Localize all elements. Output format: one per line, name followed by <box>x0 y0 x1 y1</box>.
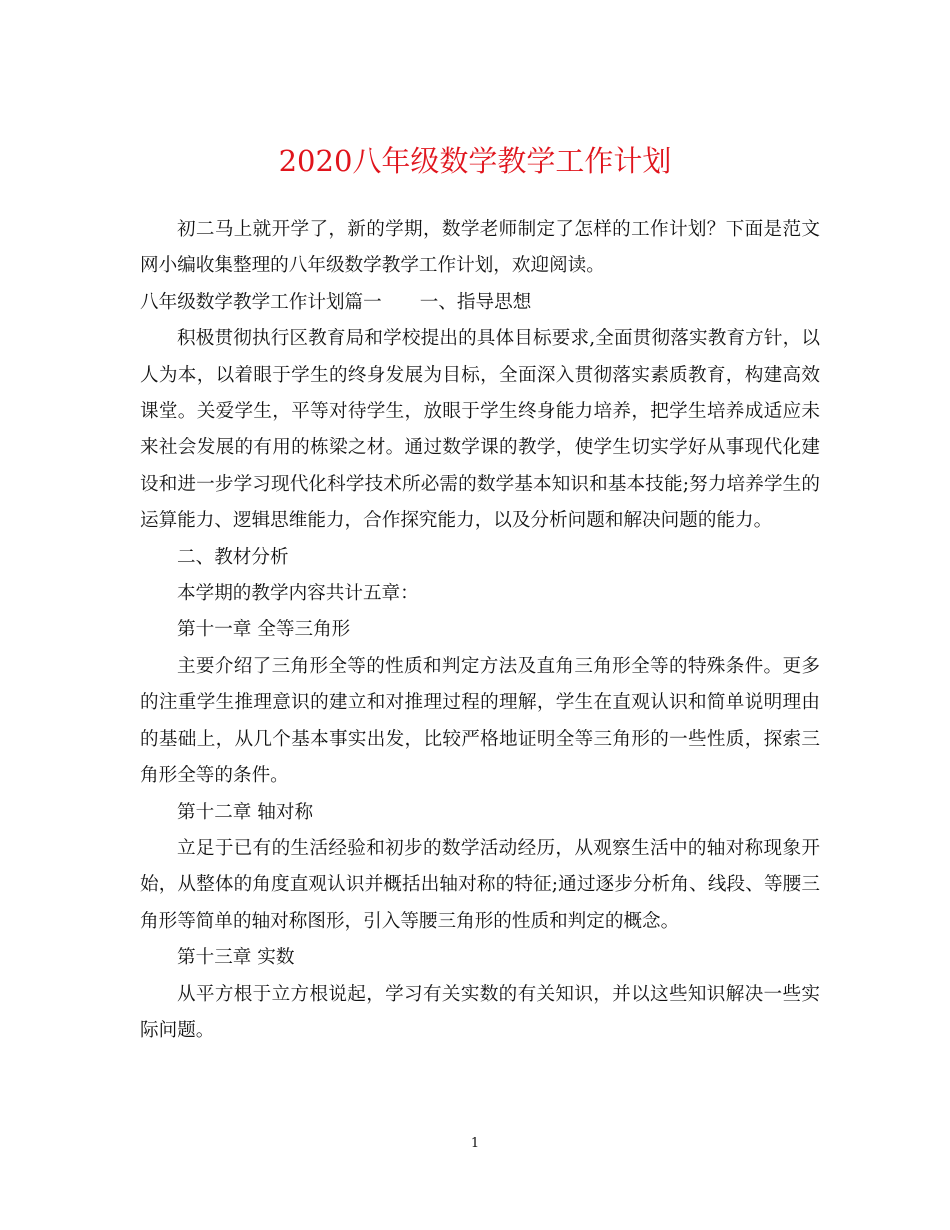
textbook-analysis-heading: 二、教材分析 <box>177 546 289 568</box>
chapter-12-heading: 第十二章 轴对称 <box>177 801 314 823</box>
section-heading-line <box>140 285 820 321</box>
chapter-12-paragraph: 立足于已有的生活经验和初步的数学活动经历，从观察生活中的轴对称现象开始，从整体的角度直观认识并概括出轴对称的特征;通过逐步分析角、线段、等腰三角形等简单的轴对称图形，引入等腰三角形的性质和判定的概念。 <box>140 837 820 932</box>
chapter-13-paragraph: 从平方根于立方根说起，学习有关实数的有关知识，并以这些知识解决一些实际问题。 <box>140 983 820 1041</box>
part-label: 八年级数学教学工作计划篇一 <box>140 291 382 313</box>
page-number: 1 <box>470 1136 480 1151</box>
content-summary-paragraph: 本学期的教学内容共计五章： <box>177 583 419 605</box>
document-body <box>140 212 820 1049</box>
chapter-13-heading: 第十三章 实数 <box>177 947 295 969</box>
chapter-11-heading: 第十一章 全等三角形 <box>177 619 351 641</box>
guiding-thought-paragraph: 积极贯彻执行区教育局和学校提出的具体目标要求,全面贯彻落实教育方针，以人为本，以着眼于学生的终身发展为目标，全面深入贯彻落实素质教育，构建高效课堂。关爱学生，平等对待学生，放眼于学生终身能力培养，把学生培养成适应未来社会发展的有用的栋梁之材。通过数学课的教学，使学生切实学好从事现代化建设和进一步学习现代化科学技术所必需的数学基本知识和基本技能;努力培养学生的运算能力、逻辑思维能力，合作探究能力，以及分析问题和解决问题的能力。 <box>140 328 820 532</box>
chapter-11-paragraph: 主要介绍了三角形全等的性质和判定方法及直角三角形全等的特殊条件。更多的注重学生推理意识的建立和对推理过程的理解，学生在直观认识和简单说明理由的基础上，从几个基本事实出发，比较严格地证明全等三角形的一些性质，探索三角形全等的条件。 <box>140 655 820 787</box>
section-heading: 一、指导思想 <box>419 291 532 313</box>
document-title: 2020八年级数学教学工作计划 <box>278 144 672 178</box>
intro-paragraph: 初二马上就开学了，新的学期，数学老师制定了怎样的工作计划？下面是范文网小编收集整理的八年级数学教学工作计划，欢迎阅读。 <box>140 219 820 277</box>
